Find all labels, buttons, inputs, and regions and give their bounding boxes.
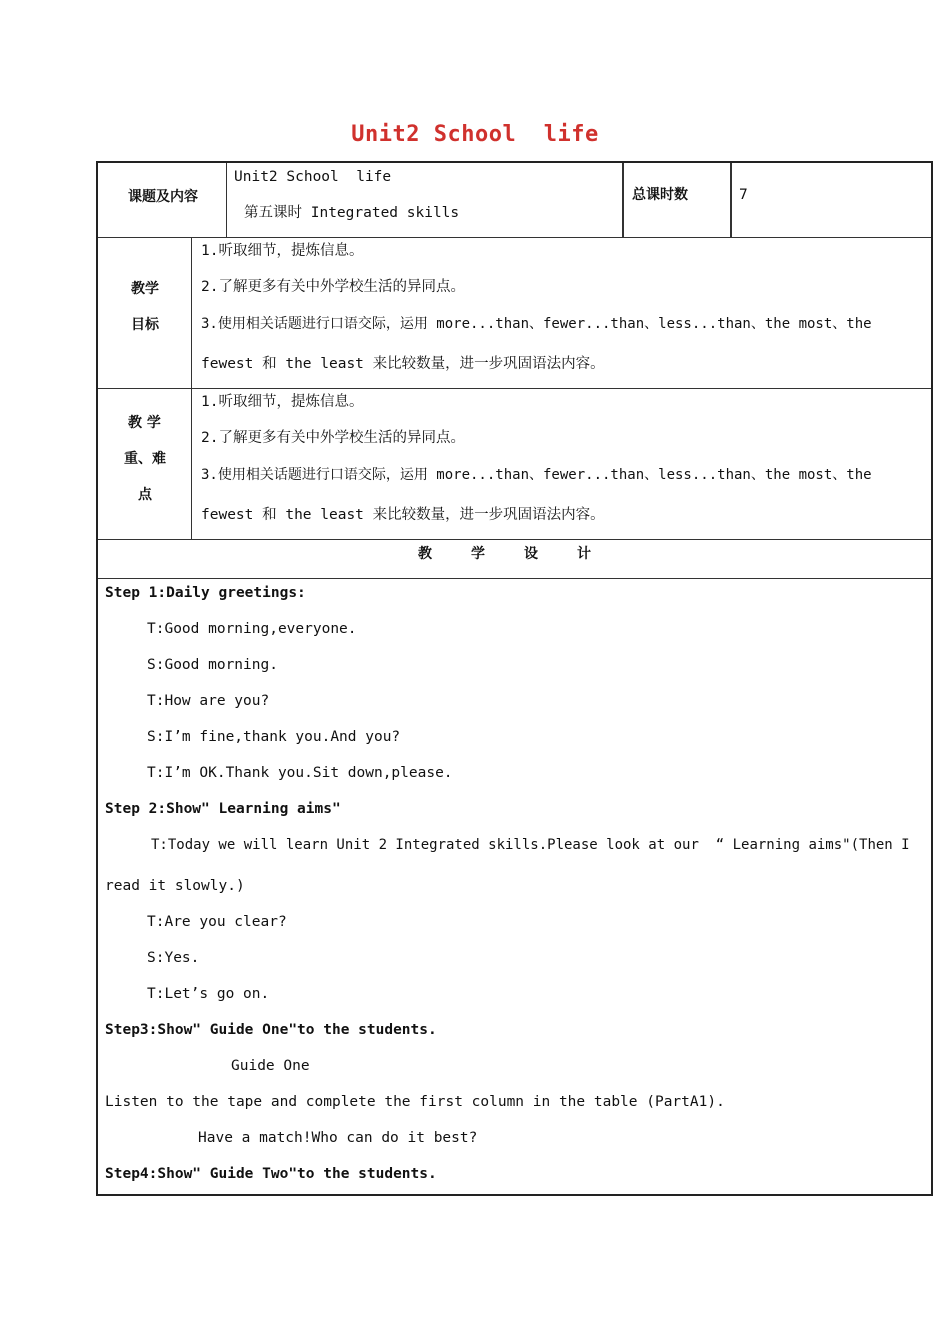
topic-line-2: 第五课时 Integrated skills — [244, 205, 460, 221]
dialogue-line: T:Are you clear? — [147, 914, 287, 930]
paragraph-line: Have a match!Who can do it best? — [198, 1130, 478, 1146]
goal-item: 3.使用相关话题进行口语交际，运用 more...than、fewer...than、less...than、the most、the — [201, 316, 872, 332]
guide-title: Guide One — [231, 1058, 310, 1074]
dialogue-line: T:Let’s go on. — [147, 986, 270, 1002]
dialogue-line: S:Yes. — [147, 950, 200, 966]
hours-value: 7 — [739, 187, 748, 203]
keypoint-item: fewest 和 the least 来比较数量，进一步巩固语法内容。 — [201, 507, 605, 523]
goal-item: fewest 和 the least 来比较数量，进一步巩固语法内容。 — [201, 356, 605, 372]
row-divider — [98, 578, 931, 579]
row-divider — [98, 237, 931, 238]
goals-label-2: 目标 — [131, 317, 159, 333]
keypoint-item: 1.听取细节，提炼信息。 — [201, 394, 364, 410]
paragraph-line: read it slowly.) — [105, 878, 245, 894]
column-divider — [730, 163, 732, 237]
dialogue-line: S:Good morning. — [147, 657, 278, 673]
step-heading: Step 2:Show" Learning aims" — [105, 801, 341, 817]
goal-item: 2.了解更多有关中外学校生活的异同点。 — [201, 279, 465, 295]
keypoints-label-2: 重、难 — [124, 451, 166, 467]
row-divider — [98, 388, 931, 389]
step-heading: Step3:Show" Guide One"to the students. — [105, 1022, 437, 1038]
column-divider — [226, 163, 227, 237]
hours-label: 总课时数 — [632, 187, 688, 203]
keypoints-label-3: 点 — [138, 487, 152, 503]
paragraph-line: T:Today we will learn Unit 2 Integrated skills.Please look at our “ Learning aims"(Then I — [151, 837, 910, 853]
page-title: Unit2 School life — [351, 122, 599, 147]
keypoint-item: 2.了解更多有关中外学校生活的异同点。 — [201, 430, 465, 446]
column-divider — [191, 237, 192, 539]
topic-line-1: Unit2 School life — [234, 169, 392, 185]
lesson-plan-table — [96, 161, 933, 1196]
keypoints-label-1: 教 学 — [128, 415, 161, 431]
paragraph-line: Listen to the tape and complete the first column in the table (PartA1). — [105, 1094, 725, 1110]
step-heading: Step 1:Daily greetings: — [105, 585, 306, 601]
dialogue-line: S:I’m fine,thank you.And you? — [147, 729, 401, 745]
goals-label-1: 教学 — [131, 281, 159, 297]
topic-label: 课题及内容 — [128, 189, 198, 205]
dialogue-line: T:I’m OK.Thank you.Sit down,please. — [147, 765, 453, 781]
goal-item: 1.听取细节，提炼信息。 — [201, 243, 364, 259]
row-divider — [98, 539, 931, 540]
dialogue-line: T:Good morning,everyone. — [147, 621, 357, 637]
dialogue-line: T:How are you? — [147, 693, 270, 709]
step-heading: Step4:Show" Guide Two"to the students. — [105, 1166, 437, 1182]
column-divider — [622, 163, 624, 237]
design-heading: 教 学 设 计 — [418, 546, 591, 562]
keypoint-item: 3.使用相关话题进行口语交际，运用 more...than、fewer...than、less...than、the most、the — [201, 467, 872, 483]
